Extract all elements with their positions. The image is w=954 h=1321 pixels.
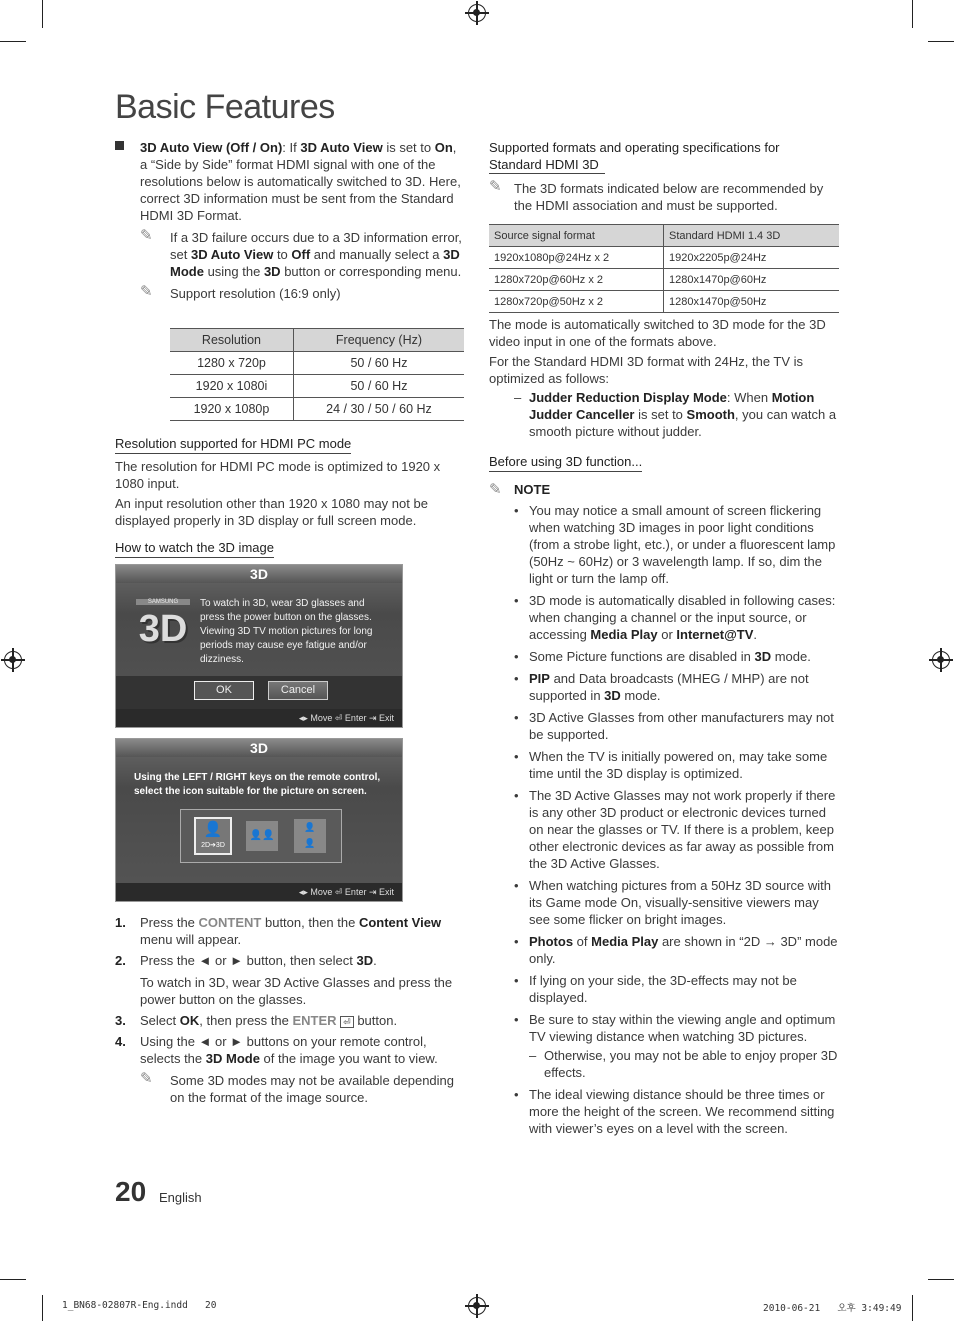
note-pencil-icon: ✎ xyxy=(140,227,153,244)
note-pencil-icon: ✎ xyxy=(140,283,153,300)
crop-mark xyxy=(912,0,913,28)
list-item: • The ideal viewing distance should be three times or more the height of the screen. We recommend sitting with viewer’s eyes on a level with the screen. xyxy=(489,1086,839,1137)
crop-mark xyxy=(42,0,43,28)
osd-3d-mode-select xyxy=(115,738,403,902)
list-item: • Photos of Media Play are shown in “2D → 3D” mode only. xyxy=(489,933,839,967)
mode-top-bottom-icon[interactable]: 👤 👤 xyxy=(294,819,326,853)
table-row: 1280x720p@60Hz x 2 1280x1470p@60Hz xyxy=(489,269,839,291)
osd-nav-hints: ◂▸ Move ⏎ Enter ⇥ Exit xyxy=(116,883,402,901)
ok-button[interactable]: OK xyxy=(194,681,254,700)
step-item: 4. Using the ◄ or ► buttons on your remote control, selects the 3D Mode of the image you want to view. ✎ Some 3D modes may not be available depending on the format of the image source. xyxy=(115,1033,465,1106)
right-column-main xyxy=(489,316,839,1142)
crop-mark xyxy=(0,41,26,42)
samsung-3d-logo-icon: SAMSUNG 3D xyxy=(136,599,190,657)
osd-nav-hints: ◂▸ Move ⏎ Enter ⇥ Exit xyxy=(116,709,402,727)
mode-side-by-side-icon[interactable]: 👤👤 xyxy=(246,821,278,851)
page-language: English xyxy=(159,1190,202,1205)
right-column-top xyxy=(489,139,839,214)
step-item: 3. Select OK, then press the ENTER ⏎ button. xyxy=(115,1013,398,1028)
table-row: 1920 x 1080i 50 / 60 Hz xyxy=(170,375,464,398)
watch-heading-wrap xyxy=(115,539,465,558)
crop-mark xyxy=(42,1295,43,1321)
note-label-row xyxy=(489,481,839,498)
table-header: Source signal format xyxy=(489,225,664,247)
crop-mark xyxy=(912,1295,913,1321)
list-item: • The 3D Active Glasses may not work properly if there is any other 3D product or electronic devices turned on near the glasses or TV. If there is a problem, keep other electronic devices as far away as possible from the 3D Active Glasses. xyxy=(489,787,839,872)
page-number: 20 xyxy=(115,1176,147,1207)
pc-mode-section xyxy=(115,435,465,529)
table-header: Standard HDMI 1.4 3D xyxy=(664,225,840,247)
note-pencil-icon: ✎ xyxy=(489,178,502,195)
osd-title: 3D xyxy=(116,565,402,583)
mode-text: For the Standard HDMI 3D format with 24Hz, the TV is optimized as follows: xyxy=(489,354,804,386)
crop-mark xyxy=(0,1279,26,1280)
crop-mark xyxy=(928,41,954,42)
registration-mark-icon xyxy=(932,651,950,669)
before-heading: Before using 3D function... xyxy=(489,453,642,472)
person-icon: 👤 xyxy=(203,821,223,838)
mode-text: The mode is automatically switched to 3D mode for the 3D video input in one of the formats above. xyxy=(489,317,826,349)
list-item: • You may notice a small amount of screen flickering when watching 3D images in poor light conditions (from a strobe light, etc.), or under a fluorescent lamp (50Hz ~ 60Hz) or 3 wavelength lamp. If so, dim the light or turn the lamp off. xyxy=(489,502,839,587)
spec-heading: Supported formats and operating specifications for Standard HDMI 3D xyxy=(489,140,780,172)
osd-button-area xyxy=(116,676,402,709)
spec-heading-line1 xyxy=(489,139,780,174)
square-bullet-icon xyxy=(115,141,124,150)
footer-date: 2010-06-21 오후 3:49:49 xyxy=(763,1303,902,1314)
registration-mark-icon xyxy=(468,1297,486,1315)
osd-instruction: Using the LEFT / RIGHT keys on the remote control, select the icon suitable for the picture on screen. xyxy=(134,772,381,797)
list-item: • Some Picture functions are disabled in 3D mode. xyxy=(489,648,839,665)
note-label: NOTE xyxy=(514,482,551,497)
crop-mark xyxy=(928,1279,954,1280)
cancel-button[interactable]: Cancel xyxy=(268,681,328,700)
table-row: 1920 x 1080p 24 / 30 / 50 / 60 Hz xyxy=(170,398,464,421)
auto-view-title: 3D Auto View (Off / On) xyxy=(140,140,283,155)
list-item: • When the TV is initially powered on, may take some time until the 3D display is optimized. xyxy=(489,748,839,782)
step-item: 2. Press the ◄ or ► button, then select 3D. To watch in 3D, wear 3D Active Glasses and press the power button on the glasses. xyxy=(115,953,453,1007)
watch-heading: How to watch the 3D image xyxy=(115,539,274,558)
note-pencil-icon: ✎ xyxy=(140,1070,153,1087)
table-row: 1280x720p@50Hz x 2 1280x1470p@50Hz xyxy=(489,291,839,313)
footer-file: 1_BN68-02807R-Eng.indd 20 xyxy=(62,1300,217,1311)
list-item: • When watching pictures from a 50Hz 3D source with its Game mode On, visually-sensitive viewers may see some flicker on bright images. xyxy=(489,877,839,928)
pc-mode-text: An input resolution other than 1920 x 1080 may not be displayed properly in 3D display or full screen mode. xyxy=(115,496,428,528)
list-item: • 3D Active Glasses from other manufacturers may not be supported. xyxy=(489,709,839,743)
pc-mode-heading: Resolution supported for HDMI PC mode xyxy=(115,435,351,454)
osd-message: To watch in 3D, wear 3D glasses and press the power button on the glasses. Viewing 3D TV motion pictures for long periods may cause eye fatigue and/or dizziness. xyxy=(200,598,373,665)
list-item: • Be sure to stay within the viewing angle and optimum TV viewing distance when watching 3D pictures. – Otherwise, you may not be able to enjoy proper 3D effects. xyxy=(489,1011,839,1081)
page-title: Basic Features xyxy=(115,88,335,126)
step-item: 1. Press the CONTENT button, then the Content View menu will appear. xyxy=(115,915,442,947)
table-header: Resolution xyxy=(170,329,293,352)
mode-2d-to-3d-icon[interactable]: 👤 2D➔3D xyxy=(194,817,232,855)
note-3d-modes: ✎ Some 3D modes may not be available depending on the format of the image source. xyxy=(140,1070,455,1105)
steps-list xyxy=(115,914,465,1110)
list-item: • 3D mode is automatically disabled in following cases: when changing a channel or the input source, or accessing Media Play or Internet@TV. xyxy=(489,592,839,643)
registration-mark-icon xyxy=(4,651,22,669)
judder-item: – Judder Reduction Display Mode: When Motion Judder Canceller is set to Smooth, you can watch a smooth picture without judder. xyxy=(514,390,837,439)
left-column xyxy=(115,139,465,302)
table-header: Frequency (Hz) xyxy=(293,329,464,352)
note-support-resolution: ✎ Support resolution (16:9 only) xyxy=(140,283,341,301)
auto-view-item: 3D Auto View (Off / On): If 3D Auto View is set to On, a “Side by Side” format HDMI signal with one of the resolutions below is automatically switched to 3D. Here, correct 3D information must be sent from the Standard HDMI 3D Format. ✎ If a 3D failure occurs due to a 3D information error, set 3D Auto View to Off and manually select a 3D Mode using the 3D button or corresponding menu. ✎ Support resolution (16:9 only) xyxy=(115,139,465,302)
osd-3d-warning xyxy=(115,564,403,728)
osd-title: 3D xyxy=(116,739,402,757)
note-3d-failure: ✎ If a 3D failure occurs due to a 3D information error, set 3D Auto View to Off and manually select a 3D Mode using the 3D button or corresponding menu. xyxy=(140,227,462,279)
table-row: 1920x1080p@24Hz x 2 1920x2205p@24Hz xyxy=(489,247,839,269)
list-item: • If lying on your side, the 3D-effects may not be displayed. xyxy=(489,972,839,1006)
pc-mode-text: The resolution for HDMI PC mode is optimized to 1920 x 1080 input. xyxy=(115,459,441,491)
list-item: • PIP and Data broadcasts (MHEG / MHP) are not supported in 3D mode. xyxy=(489,670,839,704)
note-spec: ✎ The 3D formats indicated below are recommended by the HDMI association and must be supported. xyxy=(489,178,824,213)
table-row: 1280 x 720p 50 / 60 Hz xyxy=(170,352,464,375)
note-pencil-icon: ✎ xyxy=(489,481,502,498)
registration-mark-icon xyxy=(468,4,486,22)
resolution-table xyxy=(170,328,464,421)
format-table xyxy=(489,224,839,313)
enter-key-icon: ⏎ xyxy=(340,1016,354,1028)
